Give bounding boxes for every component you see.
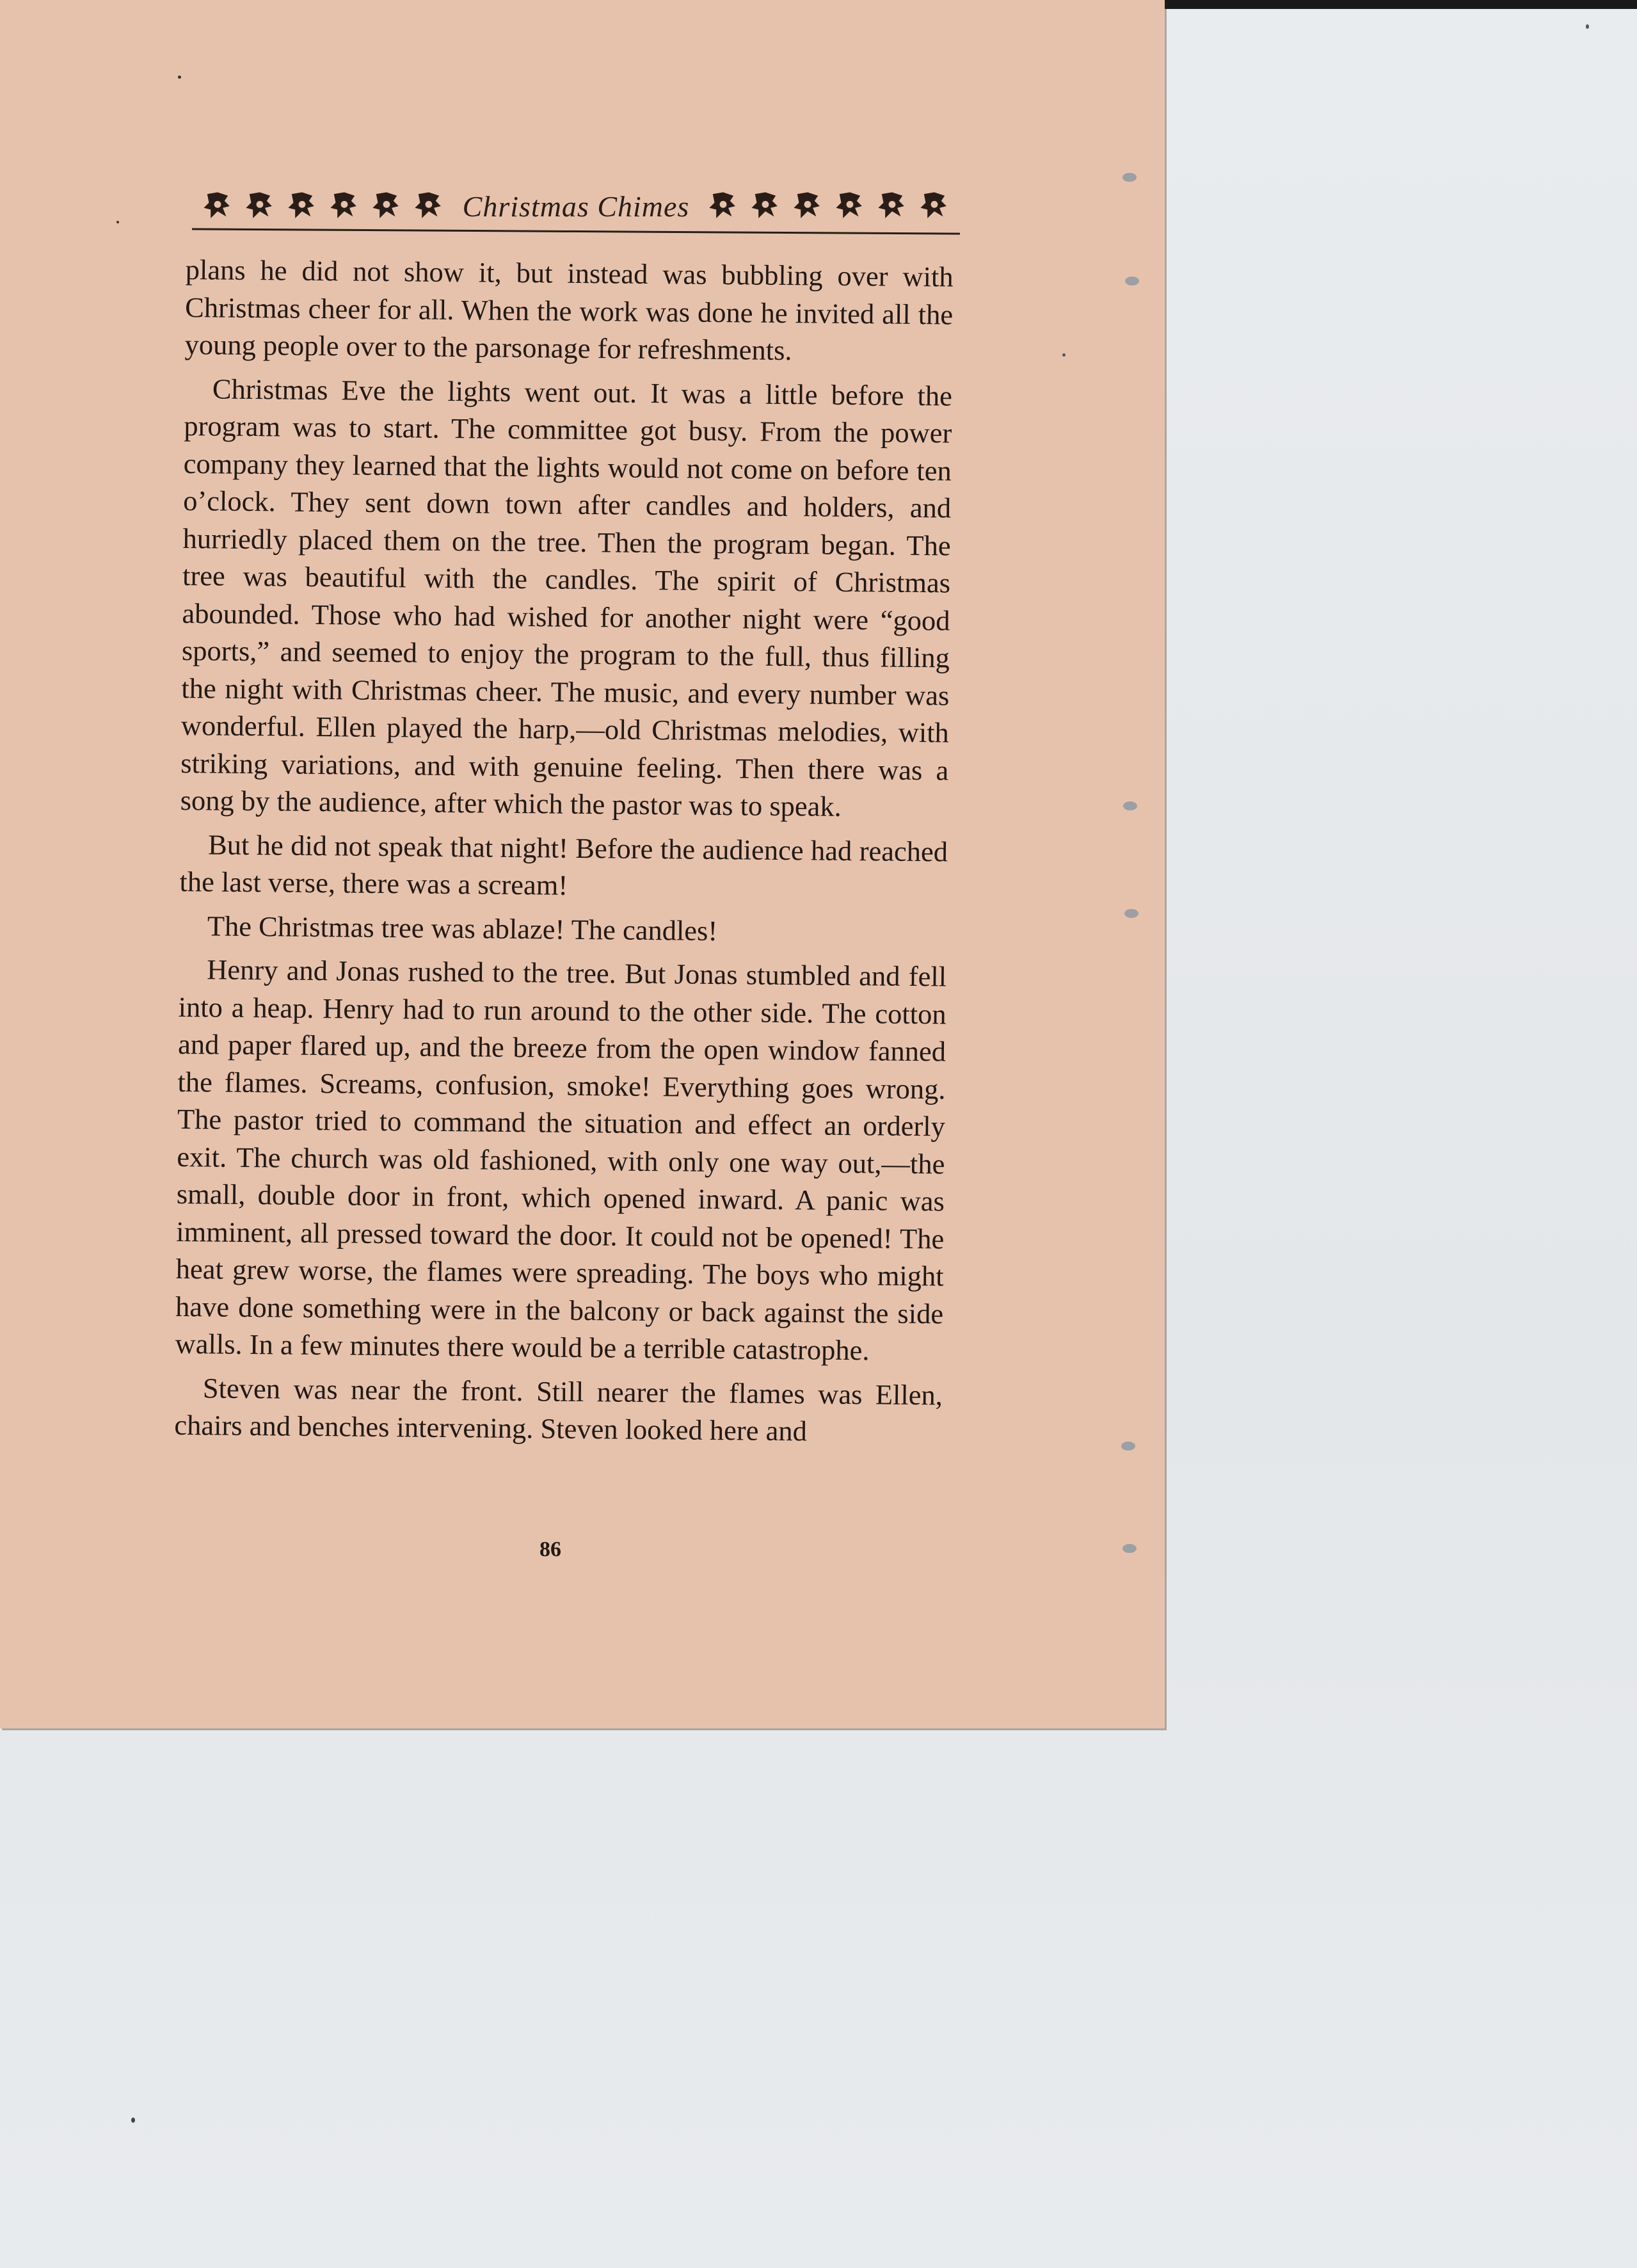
bell-ornament-icon: [369, 189, 404, 223]
binding-hole: [1122, 173, 1137, 182]
running-head-title: Christmas Chimes: [462, 189, 690, 223]
page-number: 86: [539, 1538, 561, 1561]
bell-ornament-icon: [706, 189, 740, 223]
paragraph: The Christmas tree was ablaze! The candles!: [207, 909, 718, 947]
binding-hole: [1124, 909, 1138, 918]
binding-hole: [1121, 1442, 1135, 1451]
paragraph: Steven was near the front. Still nearer the flames was Ellen, chairs and benches intervening. Steven looked here and: [174, 1371, 943, 1447]
scanner-edge-strip: [1165, 0, 1637, 9]
paragraph: plans he did not show it, but instead was bubbling over with Christmas cheer for all. When the work was done he invited all the young people over to the parsonage for refreshments.: [184, 253, 954, 367]
body-text: [174, 251, 954, 1458]
paragraph: Christmas Eve the lights went out. It was a little before the program was to start. The committee got busy. From the power company they learned that the lights would not come on before ten o’clock. They sent down town after candles and holders, and hurriedly placed them on the tree. Then the program began. The tree was beautiful with the candles. The spirit of Christmas abounded. Those who had wished for another night were “good sports,” and seemed to enjoy the program to the full, thus filling the night with Christmas cheer. The music, and every number was wonderful. Ellen played the harp,—old Christmas melodies, with striking variations, and with genuine feeling. Then there was a song by the audience, after which the pastor was to speak.: [180, 372, 953, 823]
bell-ornament-icon: [790, 189, 825, 223]
bell-ornament-icon: [200, 189, 235, 223]
bell-ornament-icon: [285, 189, 319, 223]
scanner-speck: [1586, 24, 1589, 29]
bell-ornament-icon: [917, 189, 952, 223]
scanner-speck: [131, 2118, 135, 2123]
bell-ornament-icon: [833, 189, 867, 223]
bell-ornament-icon: [875, 189, 909, 223]
scanner-speck: [1062, 353, 1066, 357]
bell-ornament-icon: [243, 189, 277, 223]
paragraph: Henry and Jonas rushed to the tree. But Jonas stumbled and fell into a heap. Henry had to run around to the other side. The cotton and paper flared up, and the breeze from the open window fanned the flames. Screams, confusion, smoke! Everything goes wrong. The pastor tried to command the situation and effect an orderly exit. The church was old fashioned, with only one way out,—the small, double door in front, which opened inward. A panic was imminent, all pressed toward the door. It could not be opened! The heat grew worse, the flames were spreading. The boys who might have done something were in the balcony or back against the side walls. In a few minutes there would be a terrible catastrophe.: [175, 953, 947, 1367]
bell-ornament-icon: [748, 189, 783, 223]
binding-hole: [1123, 801, 1137, 810]
bell-ornament-icon: [411, 189, 446, 223]
paper-speck: [116, 221, 119, 223]
paragraph: But he did not speak that night! Before the audience had reached the last verse, there was a scream!: [179, 828, 948, 901]
binding-hole: [1125, 277, 1139, 286]
paper-speck: [178, 76, 181, 79]
bell-ornament-icon: [327, 189, 362, 223]
running-head: [192, 181, 960, 232]
binding-hole: [1122, 1544, 1137, 1553]
